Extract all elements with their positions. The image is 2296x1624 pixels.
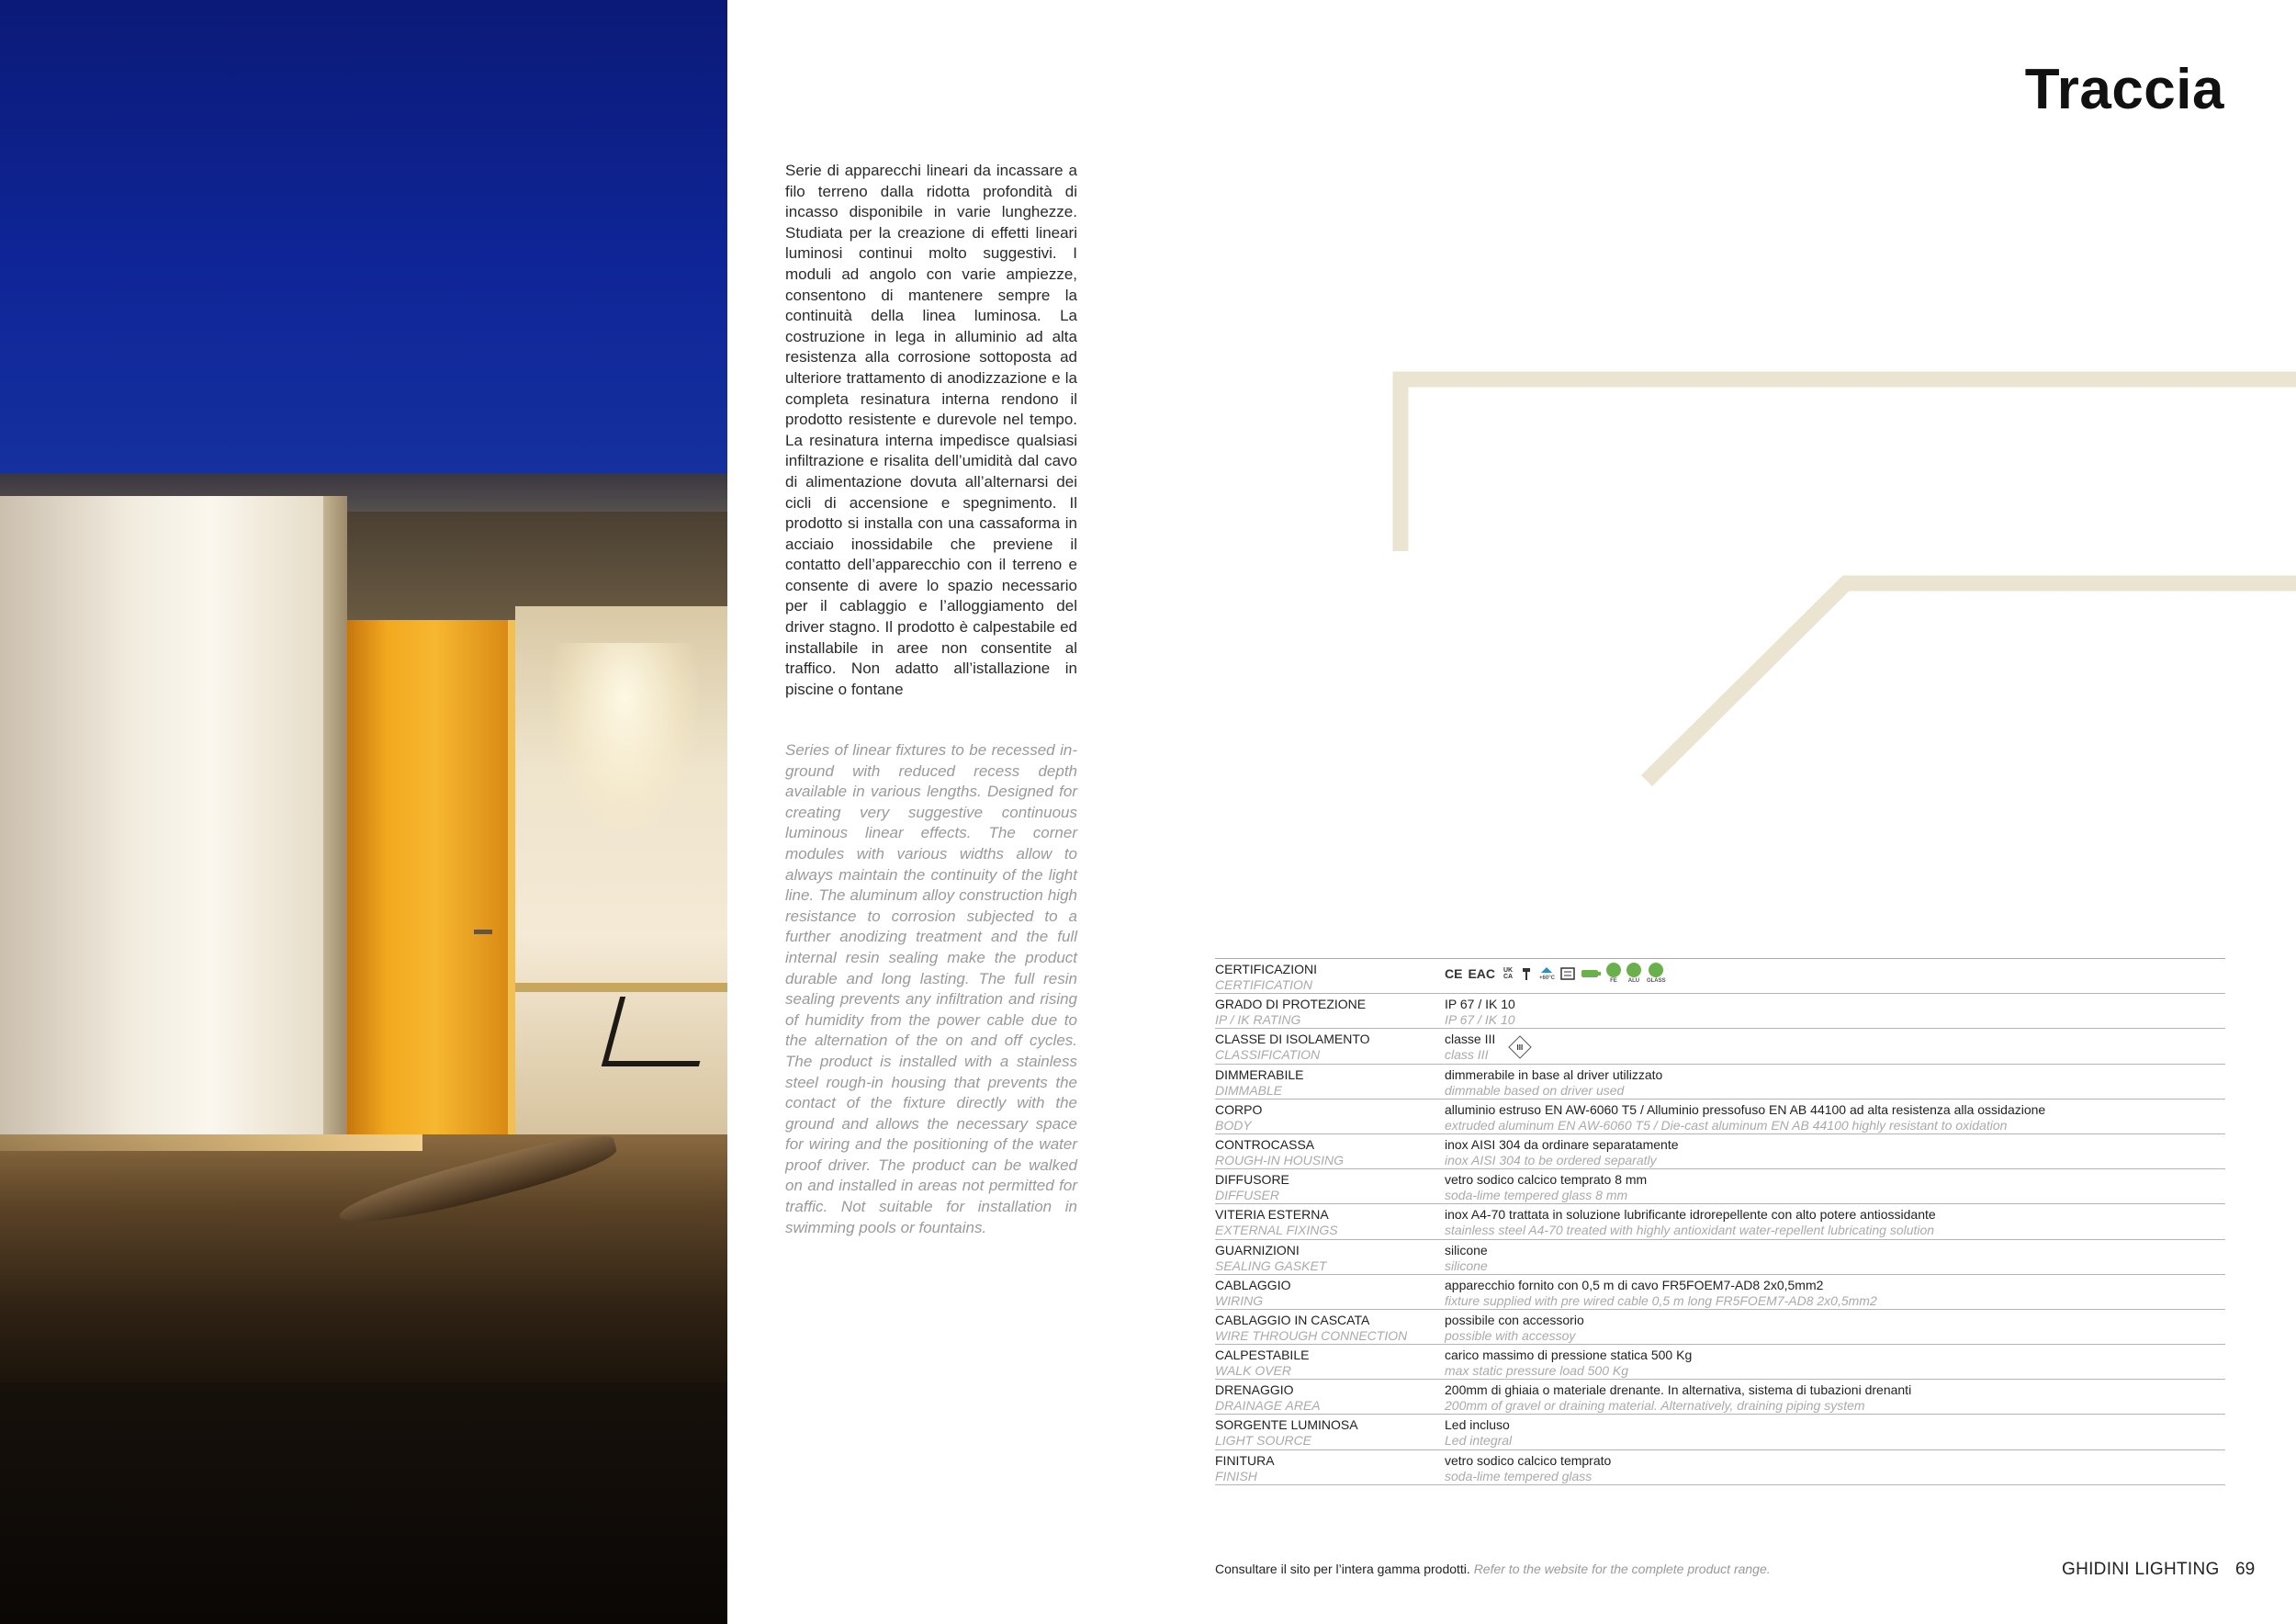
ce-mark-icon: CE [1445,965,1463,981]
spec-label-en: CERTIFICATION [1215,977,1313,992]
spec-table [1215,958,2225,1485]
spec-label-it: CABLAGGIO [1215,1277,1291,1292]
spec-row-body [1215,1100,2225,1134]
photo-interior-ledge [515,983,727,992]
spec-value-it: silicone [1445,1242,1488,1257]
drawing-angled-module [1647,583,2296,781]
spec-value-en: silicone [1445,1257,1488,1273]
spec-value-inline [1445,1032,2225,1063]
spec-value-it: dimmerabile in base al driver utilizzato [1445,1066,1663,1082]
recycle-alu-label: ALU [1627,978,1640,984]
spec-label [1215,997,1435,1028]
photo-volume-edge [323,496,347,1176]
spec-row-drainage [1215,1380,2225,1415]
spec-label [1215,1348,1435,1379]
photo-house-night [0,0,727,1624]
spec-value-it: Led incluso [1445,1417,1510,1433]
spec-row-wire-through [1215,1310,2225,1345]
photo-upper-wall [303,512,727,622]
spec-value-it: vetro sodico calcico temprato [1445,1452,1612,1468]
spec-value-en: stainless steel A4-70 treated with highly antioxidant water-repellent lubricating solution [1445,1223,1935,1238]
product-line-drawing [1387,367,2296,790]
spec-label-en: EXTERNAL FIXINGS [1215,1223,1338,1238]
photo-chair [602,997,717,1066]
drawing-corner-module [1401,379,2296,551]
spec-label [1215,1137,1435,1168]
photo-ground [0,1382,727,1624]
spec-label-it: CERTIFICAZIONI [1215,962,1317,976]
spec-value-en: extruded aluminum EN AW-6060 T5 / Die-cast aluminum EN AB 44100 highly resistant to oxidation [1445,1117,2008,1133]
spec-label-it: CABLAGGIO IN CASCATA [1215,1312,1370,1327]
spec-label-en: BODY [1215,1117,1252,1133]
spec-value [1445,1382,2225,1414]
class-icon [1560,966,1575,981]
spec-label [1215,1453,1435,1484]
spec-label [1215,1313,1435,1344]
spec-value [1445,1278,2225,1309]
recycle-fe-icon [1606,963,1621,984]
spec-label [1215,1243,1435,1274]
spec-row-ip-rating [1215,994,2225,1029]
spec-value-it: possibile con accessorio [1445,1312,1584,1327]
spec-label-it: DIMMERABILE [1215,1066,1304,1082]
certification-icons [1445,963,1666,984]
footer-note-it: Consultare il sito per l’intera gamma prodotti. [1215,1562,1470,1576]
spec-value-en: fixture supplied with pre wired cable 0,5 m long FR5FOEM7-AD8 2x0,5mm2 [1445,1292,1877,1308]
spec-value-it: 200mm di ghiaia o materiale drenante. In alternativa, sistema di tubazioni drenanti [1445,1382,1912,1398]
spec-label [1215,1067,1435,1099]
spec-label-en: LIGHT SOURCE [1215,1433,1312,1449]
spec-label-en: DIMMABLE [1215,1082,1283,1098]
spec-value-it: inox A4-70 trattata in soluzione lubrificante idrorepellente con alto potere antiossidante [1445,1207,1936,1223]
spec-value [1445,1102,2225,1133]
spec-value [1445,1032,2225,1063]
spec-label [1215,1032,1435,1063]
spec-row-wiring [1215,1275,2225,1310]
spec-label [1215,1417,1435,1449]
spec-label-it: CONTROCASSA [1215,1136,1315,1152]
recycle-fe-label: FE [1610,978,1617,984]
spec-value [1445,1172,2225,1203]
spec-label-it: GRADO DI PROTEZIONE [1215,997,1367,1012]
footer-note-en: Refer to the website for the complete product range. [1473,1562,1771,1576]
spec-value-en: soda-lime tempered glass 8 mm [1445,1188,1628,1203]
spec-label [1215,1102,1435,1133]
spec-label-en: IP / IK RATING [1215,1012,1301,1028]
spec-value [1445,1313,2225,1344]
spec-value-en: max static pressure load 500 Kg [1445,1363,1628,1379]
spec-label-it: CLASSE DI ISOLAMENTO [1215,1032,1370,1047]
photo-linear-light [0,1134,422,1151]
spec-label-it: DRENAGGIO [1215,1382,1294,1398]
temperature-label: +60°C [1539,976,1555,981]
spec-value-it: inox AISI 304 da ordinare separatamente [1445,1136,1679,1152]
spec-value-it: IP 67 / IK 10 [1445,997,1515,1012]
spec-label [1215,1278,1435,1309]
spec-label-en: DRAINAGE AREA [1215,1398,1321,1414]
spec-row-dimmable [1215,1065,2225,1100]
spec-row-finish [1215,1450,2225,1485]
page-number: 69 [2235,1560,2256,1579]
spec-label-en: WALK OVER [1215,1363,1291,1379]
spec-label [1215,1207,1435,1238]
spec-row-certifications [1215,959,2225,994]
photo-door-frame [508,620,515,1148]
spec-label-it: DIFFUSORE [1215,1172,1289,1188]
spec-label-en: SEALING GASKET [1215,1257,1327,1273]
spec-label-en: WIRING [1215,1292,1264,1308]
spec-value-en: dimmable based on driver used [1445,1082,1625,1098]
photo-orange-door [347,620,508,1148]
photo-white-volume [0,496,323,1185]
spec-row-external-fixings [1215,1204,2225,1239]
photo-door-handle [474,930,492,934]
temperature-icon [1539,965,1555,981]
spec-value [1445,1348,2225,1379]
spec-value [1445,1067,2225,1099]
spec-label-en: DIFFUSER [1215,1188,1279,1203]
product-title: Traccia [2024,58,2224,121]
spec-value-en: Led integral [1445,1433,1513,1449]
photo-deck [0,1134,727,1382]
spec-label-en: FINISH [1215,1468,1257,1483]
spec-row-rough-in-housing [1215,1134,2225,1169]
spec-label [1215,962,1435,993]
photo-interior-light [551,643,698,827]
spec-label-it: SORGENTE LUMINOSA [1215,1417,1358,1433]
spec-value [1445,1137,2225,1168]
spec-label-it: FINITURA [1215,1452,1275,1468]
recycle-alu-icon [1626,963,1641,984]
spec-label-en: ROUGH-IN HOUSING [1215,1152,1344,1167]
spec-value-it: apparecchio fornito con 0,5 m di cavo FR5FOEM7-AD8 2x0,5mm2 [1445,1277,1824,1292]
spec-value [1445,1243,2225,1274]
spec-value-it: classe III [1445,1032,1496,1047]
spec-value-it: carico massimo di pressione statica 500 Kg [1445,1348,1693,1363]
spec-value [1445,1417,2225,1449]
recycle-glass-label: GLASS [1646,978,1666,984]
spec-row-light-source [1215,1415,2225,1449]
spec-value-en: 200mm of gravel or draining material. Alternatively, draining piping system [1445,1398,1865,1414]
spec-value [1445,997,2225,1028]
recycle-glass-icon [1647,963,1666,984]
spec-label [1215,1382,1435,1414]
description-italian: Serie di apparecchi lineari da incassare a filo terreno dalla ridotta profondità di incasso disponibile in varie lunghezze. Studiata per la creazione di effetti lineari luminosi continui molto suggestivi. I moduli ad angolo con varie ampiezze, consentono di mantenere sempre la continuità della linea luminosa. La costruzione in lega in alluminio ad alta resistenza alla corrosione sottoposta ad ulteriore trattamento di anodizzazione e la completa resinatura interna rendono il prodotto resistente e durevole nel tempo. La resinatura interna impedisce qualsiasi infiltrazione e risalita dell’umidità dal cavo di alimentazione dovuta all’alternarsi dei cicli di accensione e spegnimento. Il prodotto si installa con una cassaforma in acciaio inossidabile che previene il contatto dell’apparecchio con il terreno e consente di avere lo spazio necessario per il cablaggio e l’alloggiamento del driver stagno. Il prodotto è calpestabile ed installabile in aree non consentite al traffico. Non adatto all’istallazione in piscine o fontane [785,162,1077,698]
spec-value [1445,1453,2225,1484]
spec-row-classification [1215,1029,2225,1064]
class-iii-symbol-icon [1509,1036,1532,1059]
class-iii-symbol-label: III [1516,1043,1524,1052]
spec-label-en: WIRE THROUGH CONNECTION [1215,1327,1408,1343]
eac-mark-icon: EAC [1468,965,1496,981]
spec-label-it: VITERIA ESTERNA [1215,1207,1329,1223]
spec-value-en: possible with accessoy [1445,1327,1576,1343]
brand-name: GHIDINI LIGHTING [2062,1560,2220,1579]
spec-value-en: IP 67 / IK 10 [1445,1012,1515,1028]
spec-label [1215,1172,1435,1203]
spec-row-sealing-gasket [1215,1240,2225,1275]
spec-value-it: alluminio estruso EN AW-6060 T5 / Alluminio pressofuso EN AB 44100 ad alta resistenza alla ossidazione [1445,1101,2046,1117]
spec-label-en: CLASSIFICATION [1215,1047,1321,1063]
spec-value [1445,1207,2225,1238]
spec-label-it: CORPO [1215,1101,1263,1117]
spec-value-en: inox AISI 304 to be ordered separatly [1445,1152,1657,1167]
spec-row-diffuser [1215,1169,2225,1204]
ukca-mark-icon: UK CA [1503,966,1514,980]
hammer-icon [1521,966,1534,981]
spec-value-en: soda-lime tempered glass [1445,1468,1593,1483]
photo-sky [0,0,727,473]
spec-label-it: GUARNIZIONI [1215,1242,1300,1257]
description-english: Series of linear fixtures to be recessed in-ground with reduced recess depth available in various lengths. Designed for creating very suggestive continuous luminous linear effects. The corner modules with various widths allow to always maintain the continuity of the light line. The aluminum alloy construction high resistance to corrosion subjected to a further anodizing treatment and the full internal resin sealing make the product durable and long lasting. The full resin sealing prevents any infiltration and rising of humidity from the power cable due to the alternation of the on and off cycles. The product is installed with a stainless steel rough-in housing that prevents the contact of the fixture directly with the ground and allows the necessary space for wiring and the positioning of the water proof driver. The product can be walked on and installed in areas not permitted for traffic. Not suitable for installation in swimming pools or fountains. [785,741,1077,1236]
footer-note [1215,1562,1771,1576]
spec-row-walk-over [1215,1345,2225,1380]
spec-value-en: class III [1445,1047,1489,1063]
driver-icon [1581,968,1601,979]
spec-label-it: CALPESTABILE [1215,1348,1310,1363]
spec-value-it: vetro sodico calcico temprato 8 mm [1445,1172,1648,1188]
